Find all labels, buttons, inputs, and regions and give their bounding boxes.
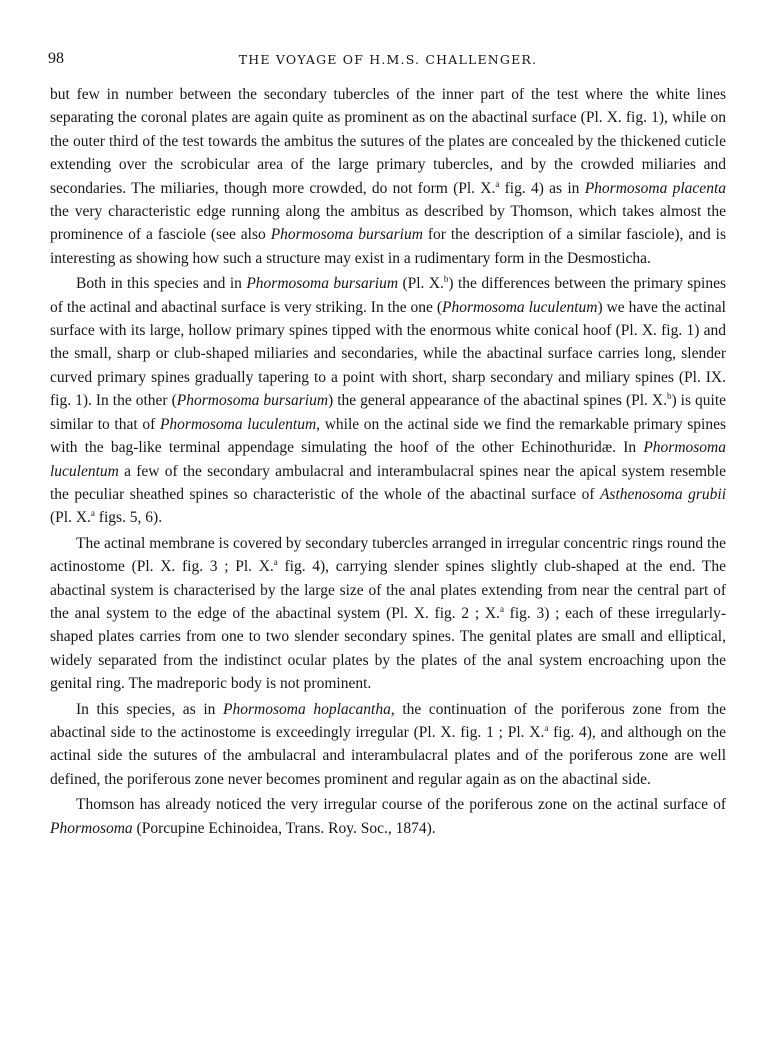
text-run: (Pl. X. xyxy=(50,509,91,527)
text-run: fig. 4), carrying slender spines slightly club-shaped at the end. The abactinal system is characterised by the large size of the anal plates extending from near the central part of the anal system to the edge of the abactinal system (Pl. X. fig. 2 ; X. xyxy=(50,558,726,622)
text-run: figs. 5, 6). xyxy=(94,509,163,527)
plate-superscript: a xyxy=(273,556,278,567)
page-header xyxy=(48,50,728,74)
text-run: Both in this species and in xyxy=(76,275,247,293)
text-run: (Porcupine Echinoidea, Trans. Roy. Soc., 1874). xyxy=(132,819,436,837)
paragraph-1 xyxy=(50,83,726,270)
text-run: the very characteristic edge running along the ambitus as described by Thomson, which takes almost the prominence of a fasciole (see also xyxy=(50,203,726,244)
paragraph-3 xyxy=(50,532,726,696)
text-run: In this species, as in xyxy=(76,700,224,718)
text-run: ) we have the actinal surface with its large, hollow primary spines tipped with the enormous white conical hoof (Pl. X. fig. 1) and the small, sharp or club-shaped miliaries and secondaries, while the abactinal surface carries long, slender curved primary spines gradually tapering to a point with short, sharp secondary and miliary spines (Pl. IX. fig. 1). In the other ( xyxy=(50,298,726,410)
plate-superscript: a xyxy=(499,603,504,614)
body-text xyxy=(50,83,726,840)
text-run: a few of the secondary ambulacral and interambulacral spines near the apical system resemble the peculiar sheathed spines so characteristic of the whole of the abactinal surface of xyxy=(50,462,726,503)
plate-superscript: a xyxy=(495,178,500,189)
species-name: Phormosoma bursarium xyxy=(270,226,423,244)
text-run: ) the differences between the primary spines of the actinal and abactinal surface is very striking. In the one ( xyxy=(50,275,726,316)
text-run: ) is quite similar to that of xyxy=(50,392,727,433)
text-run: fig. 4), and although on the actinal side the sutures of the ambulacral and interambulacral plates and of the poriferous zone are well defined, the poriferous zone never becomes prominent and regular again as on the abactinal side. xyxy=(50,723,726,788)
text-run: for the description of a similar fasciole), and is interesting as showing how such a structure may exist in a rudimentary form in the Desmosticha. xyxy=(50,226,727,267)
species-name: Phormosoma placenta xyxy=(584,179,726,197)
text-run: Thomson has already noticed the very irregular course of the poriferous zone on the actinal surface of xyxy=(76,796,726,814)
plate-superscript: b xyxy=(443,274,449,285)
species-name: Phormosoma xyxy=(50,819,133,837)
text-run: , while on the actinal side we find the remarkable primary spines with the bag-like terminal appendage simulating the hoof of the other Echinothuridæ. In xyxy=(50,415,727,457)
species-name: Phormosoma luculentum xyxy=(50,439,726,480)
species-name: Phormosoma bursarium xyxy=(176,392,329,410)
species-name: Phormosoma luculentum xyxy=(159,415,317,433)
text-run: The actinal membrane is covered by secondary tubercles arranged in irregular concentric rings round the actinostome (Pl. X. fig. 3 ; Pl. X. xyxy=(50,534,726,576)
paragraph-5 xyxy=(50,793,726,840)
text-run: fig. 4) as in xyxy=(499,179,585,197)
text-run: ) the general appearance of the abactinal spines (Pl. X. xyxy=(328,392,668,410)
text-run: (Pl. X. xyxy=(398,275,444,293)
paragraph-4 xyxy=(50,698,726,792)
paragraph-2 xyxy=(50,272,726,529)
plate-superscript: a xyxy=(90,508,95,519)
text-run: , the continuation of the poriferous zone from the abactinal side to the actinostome is exceedingly irregular (Pl. X. fig. 1 ; Pl. X. xyxy=(50,700,726,741)
text-run: fig. 3) ; each of these irregularly-shaped plates carries from one to two slender secondary spines. The genital plates are small and elliptical, widely separated from the indistinct ocular plates by the plates of the anal system encroaching upon the genital ring. The madreporic body is not prominent. xyxy=(50,604,726,693)
text-run: but few in number between the secondary tubercles of the inner part of the test where the white lines separating the coronal plates are again quite as prominent as on the abactinal surface (Pl. X. fig. 1), while on the outer third of the test towards the ambitus the sutures of the plates are concealed by the thickened cuticle extending over the scrobicular area of the large primary tubercles, and by the crowded miliaries and secondaries. The miliaries, though more crowded, do not form (Pl. X. xyxy=(50,86,726,197)
species-name: Asthenosoma grubii xyxy=(599,485,726,503)
page-number: 98 xyxy=(48,50,64,67)
plate-superscript: a xyxy=(544,722,549,733)
running-head: THE VOYAGE OF H.M.S. CHALLENGER. xyxy=(238,52,538,67)
species-name: Phormosoma luculentum xyxy=(442,298,598,316)
species-name: Phormosoma bursarium xyxy=(246,275,399,293)
plate-superscript: b xyxy=(667,391,672,402)
species-name: Phormosoma hoplacantha xyxy=(223,700,391,718)
